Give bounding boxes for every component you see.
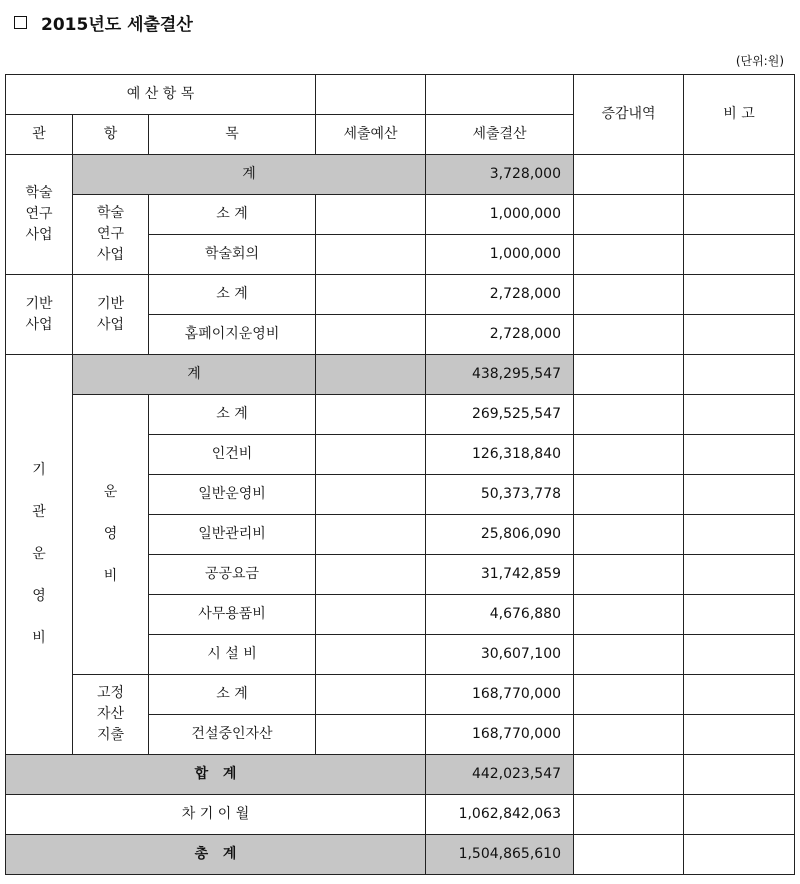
change-cell	[574, 475, 684, 515]
table-row	[6, 355, 795, 395]
budget-cell	[316, 435, 426, 475]
research-total-label: 계	[73, 155, 426, 195]
unit-label: (단위:원)	[735, 54, 784, 68]
grand-value: 1,504,865,610	[426, 835, 574, 875]
table-row	[6, 155, 795, 195]
note-cell	[684, 715, 795, 755]
change-cell	[574, 595, 684, 635]
note-cell	[684, 755, 795, 795]
value-cell: 1,000,000	[426, 235, 574, 275]
change-cell	[574, 675, 684, 715]
budget-cell	[316, 595, 426, 635]
budget-cell	[316, 195, 426, 235]
mok-cell: 소 계	[149, 675, 316, 715]
value-cell: 31,742,859	[426, 555, 574, 595]
change-cell	[574, 755, 684, 795]
value-cell: 50,373,778	[426, 475, 574, 515]
mok-cell: 시 설 비	[149, 635, 316, 675]
note-cell	[684, 475, 795, 515]
budget-cell	[316, 515, 426, 555]
note-cell	[684, 435, 795, 475]
change-cell	[574, 555, 684, 595]
mok-cell: 공공요금	[149, 555, 316, 595]
document-title	[14, 10, 193, 35]
note-cell	[684, 835, 795, 875]
note-cell	[684, 275, 795, 315]
operation-total-label: 계	[73, 355, 316, 395]
carry-row	[6, 795, 795, 835]
sum-label: 합 계	[6, 755, 426, 795]
change-cell	[574, 235, 684, 275]
value-cell: 126,318,840	[426, 435, 574, 475]
budget-cell	[316, 715, 426, 755]
change-cell	[574, 315, 684, 355]
header-budget: 세출예산	[316, 115, 426, 155]
note-cell	[684, 515, 795, 555]
mok-cell: 건설중인자산	[149, 715, 316, 755]
header-row-1	[6, 75, 795, 115]
note-cell	[684, 155, 795, 195]
note-cell	[684, 195, 795, 235]
sum-row	[6, 755, 795, 795]
title-text: 2015년도 세출결산	[41, 15, 193, 35]
change-cell	[574, 155, 684, 195]
value-cell: 2,728,000	[426, 275, 574, 315]
carry-value: 1,062,842,063	[426, 795, 574, 835]
mok-cell: 소 계	[149, 395, 316, 435]
budget-cell	[316, 315, 426, 355]
value-cell: 4,676,880	[426, 595, 574, 635]
hang-research: 학술 연구 사업	[73, 195, 149, 275]
settlement-table	[5, 74, 795, 875]
budget-cell	[316, 555, 426, 595]
hang-base: 기반 사업	[73, 275, 149, 355]
mok-cell: 홈페이지운영비	[149, 315, 316, 355]
table-row	[6, 395, 795, 435]
value-cell: 168,770,000	[426, 675, 574, 715]
carry-label: 차 기 이 월	[6, 795, 426, 835]
hang-ops: 운 영 비	[73, 395, 149, 675]
note-cell	[684, 395, 795, 435]
note-cell	[684, 675, 795, 715]
header-empty-1	[316, 75, 426, 115]
change-cell	[574, 835, 684, 875]
change-cell	[574, 635, 684, 675]
table-row	[6, 675, 795, 715]
change-cell	[574, 795, 684, 835]
table-row	[6, 275, 795, 315]
change-cell	[574, 395, 684, 435]
budget-cell	[316, 395, 426, 435]
budget-cell	[316, 235, 426, 275]
change-cell	[574, 715, 684, 755]
budget-cell	[316, 475, 426, 515]
budget-cell	[316, 275, 426, 315]
mok-cell: 인건비	[149, 435, 316, 475]
header-change: 증감내역	[574, 75, 684, 155]
note-cell	[684, 235, 795, 275]
table-row	[6, 195, 795, 235]
value-cell: 1,000,000	[426, 195, 574, 235]
mok-cell: 소 계	[149, 275, 316, 315]
research-total-value: 3,728,000	[426, 155, 574, 195]
gwan-base: 기반 사업	[6, 275, 73, 355]
header-settlement: 세출결산	[426, 115, 574, 155]
note-cell	[684, 795, 795, 835]
value-cell: 269,525,547	[426, 395, 574, 435]
hang-fixed: 고정 자산 지출	[73, 675, 149, 755]
value-cell: 2,728,000	[426, 315, 574, 355]
grand-total-row	[6, 835, 795, 875]
mok-cell: 학술회의	[149, 235, 316, 275]
gwan-operation: 기 관 운 영 비	[6, 355, 73, 755]
change-cell	[574, 275, 684, 315]
note-cell	[684, 355, 795, 395]
change-cell	[574, 515, 684, 555]
note-cell	[684, 595, 795, 635]
change-cell	[574, 435, 684, 475]
value-cell: 30,607,100	[426, 635, 574, 675]
operation-total-value: 438,295,547	[426, 355, 574, 395]
note-cell	[684, 555, 795, 595]
mok-cell: 사무용품비	[149, 595, 316, 635]
checkbox-square-icon	[14, 16, 27, 29]
grand-label: 총 계	[6, 835, 426, 875]
change-cell	[574, 355, 684, 395]
gwan-research: 학술 연구 사업	[6, 155, 73, 275]
header-empty-2	[426, 75, 574, 115]
mok-cell: 소 계	[149, 195, 316, 235]
budget-cell	[316, 635, 426, 675]
note-cell	[684, 635, 795, 675]
value-cell: 168,770,000	[426, 715, 574, 755]
value-cell: 25,806,090	[426, 515, 574, 555]
mok-cell: 일반관리비	[149, 515, 316, 555]
budget-cell	[316, 675, 426, 715]
change-cell	[574, 195, 684, 235]
budget-cell	[316, 355, 426, 395]
sum-value: 442,023,547	[426, 755, 574, 795]
header-note: 비 고	[684, 75, 795, 155]
header-mok: 목	[149, 115, 316, 155]
header-hang: 항	[73, 115, 149, 155]
mok-cell: 일반운영비	[149, 475, 316, 515]
header-gwan: 관	[6, 115, 73, 155]
note-cell	[684, 315, 795, 355]
header-budget-items: 예 산 항 목	[6, 75, 316, 115]
